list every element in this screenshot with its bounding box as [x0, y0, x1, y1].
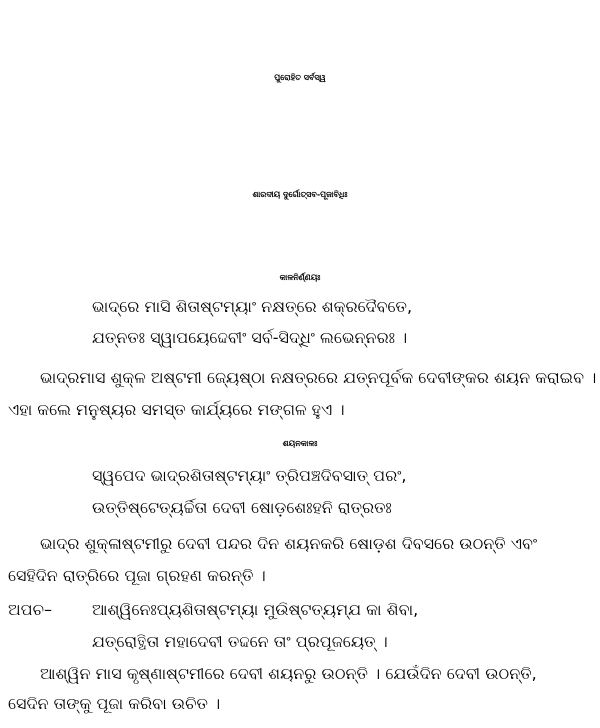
prose-line: ଭାଦ୍ର ଶୁକ୍ଳାଷ୍ଟମୀରୁ ଦେବୀ ପନ୍ଦର ଦିନ ଶୟନକରି ଷୋଡ଼ଶ ଦିବସରେ ଉଠନ୍ତି ଏବଂ: [40, 534, 538, 553]
verse-line: ଉତ୍ତିଷ୍ଟେତ୍ୟର୍ଚ୍ଚିତା ଦେବୀ ଷୋଡ଼ଶେଃହନି ରାତ୍ରତଃ: [92, 498, 392, 517]
heading-kala-nirnaya: କାଳନିର୍ଣ୍ଣୟଃ: [279, 273, 321, 282]
book-title: ପୁରୋହିତ ସର୍ବସ୍ୱ: [274, 73, 326, 82]
prose-line: ଭାଦ୍ରମାସ ଶୁକ୍ଳ ଅଷ୍ଟମୀ ଜ୍ୟେଷ୍ଠା ନକ୍ଷତ୍ରରେ ଯତ୍ନପୂର୍ବକ ଦେବୀଙ୍କର ଶୟନ କରାଇବ ।: [40, 368, 597, 387]
prose-line: ସେଦିନ ତାଙ୍କୁ ପୂଜା କରିବା ଉଚିତ ।: [8, 694, 221, 713]
verse-line: ଆଶ୍ୱିନେଃପ୍ୟଶିତାଷ୍ଟମ୍ୟା ମୁଉିଷ୍ଟତ୍ୟମ୍ଯ କା ଶିବା,: [92, 600, 419, 619]
prose-line: ଏହା କଲେ ମନୁଷ୍ୟର ସମସ୍ତ କାର୍ଯ୍ୟରେ ମଙ୍ଗଳ ହୁଏ ।: [8, 400, 345, 419]
verse-line: ଯତ୍ନତଃ ସ୍ୱାପୟେଦ୍ଦେବୀଂ ସର୍ବ-ସିଦ୍ଧିଂ ଲଭେନ୍ନରଃ ।: [92, 328, 408, 347]
heading-shayana-kala: ଶୟନକାଳଃ: [282, 439, 318, 448]
prose-line: ଆଶ୍ୱିନ ମାସ କୃଷ୍ଣାଷ୍ଟମୀରେ ଦେବୀ ଶୟନରୁ ଉଠନ୍ତି । ଯେଉଁଦିନ ଦେବୀ ଉଠନ୍ତି,: [40, 664, 537, 683]
verse-line: ସ୍ୱପେଦ ଭାଦ୍ରଶିତାଷ୍ଟମ୍ୟାଂ ତ୍ରିପଞ୍ଚଦିବସାତ୍ ପରଂ,: [92, 466, 407, 485]
section-title: ଶାରଦୀୟ ଦୁର୍ଗୋତ୍ସବ-ପୂଜାବିଧିଃ: [252, 190, 348, 199]
verse-line: ଯତ୍ରୋତ୍ଥିତା ମହାଦେବୀ ତଦ୍ଦନେ ତାଂ ପ୍ରପୂଜୟେତ୍ ।: [92, 632, 388, 651]
apara-label: ଅପଚ–: [8, 600, 52, 619]
verse-line: ଭାଦ୍ରେ ମାସି ଶିତାଷ୍ଟମ୍ୟାଂ ନକ୍ଷତ୍ରେ ଶକ୍ରଦୈବତେ,: [92, 297, 413, 316]
prose-line: ସେହିଦିନ ରାତ୍ରିରେ ପୂଜା ଗ୍ରହଣ କରନ୍ତି ।: [8, 566, 266, 585]
